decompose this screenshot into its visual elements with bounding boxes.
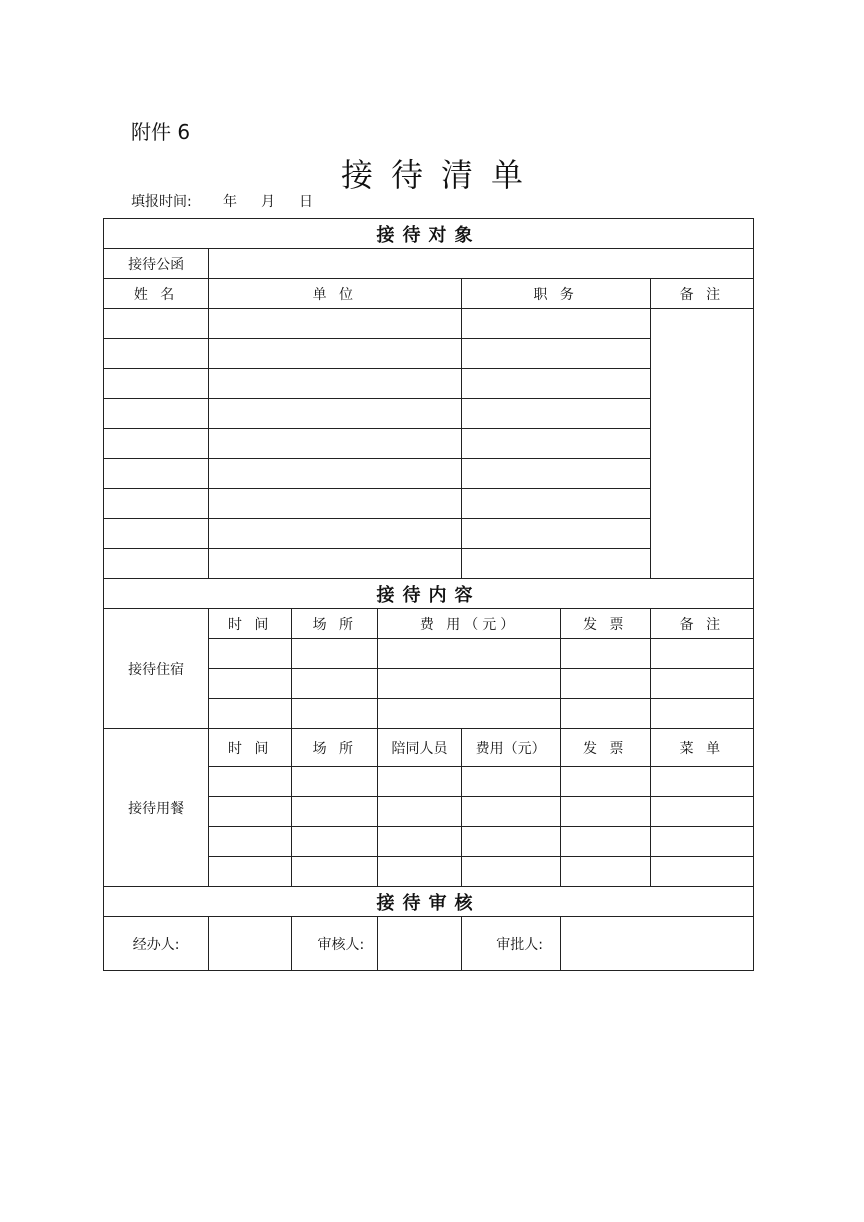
name-cell[interactable] — [104, 549, 209, 579]
lodging-col-invoice: 发 票 — [560, 609, 650, 639]
position-cell[interactable] — [461, 489, 650, 519]
cell[interactable] — [378, 827, 461, 857]
cell[interactable] — [461, 797, 560, 827]
unit-cell[interactable] — [209, 309, 461, 339]
cell[interactable] — [461, 767, 560, 797]
cell[interactable] — [378, 767, 461, 797]
attachment-label: 附件 6 — [131, 120, 191, 144]
target-section-title: 接待对象 — [104, 219, 754, 249]
review-section-title: 接待审核 — [104, 887, 754, 917]
cell[interactable] — [209, 797, 292, 827]
lodging-col-time: 时 间 — [209, 609, 292, 639]
position-cell[interactable] — [461, 549, 650, 579]
cell[interactable] — [209, 857, 292, 887]
name-cell[interactable] — [104, 399, 209, 429]
cell[interactable] — [560, 699, 650, 729]
name-cell[interactable] — [104, 489, 209, 519]
name-cell[interactable] — [104, 369, 209, 399]
position-cell[interactable] — [461, 309, 650, 339]
cell[interactable] — [378, 639, 560, 669]
cell[interactable] — [292, 767, 378, 797]
cell[interactable] — [461, 857, 560, 887]
unit-cell[interactable] — [209, 339, 461, 369]
cell[interactable] — [650, 767, 753, 797]
month-label: 月 — [261, 194, 275, 210]
cell[interactable] — [292, 827, 378, 857]
cell[interactable] — [650, 699, 753, 729]
page-title: 接待清单 — [340, 156, 541, 194]
handler-field[interactable] — [209, 917, 292, 971]
meal-col-companions: 陪同人员 — [378, 729, 461, 767]
col-position: 职 务 — [461, 279, 650, 309]
lodging-col-place: 场 所 — [292, 609, 378, 639]
cell[interactable] — [292, 639, 378, 669]
meal-col-cost: 费用（元） — [461, 729, 560, 767]
cell[interactable] — [209, 669, 292, 699]
col-remark: 备 注 — [650, 279, 753, 309]
reviewer-label: 审核人: — [292, 917, 378, 971]
cell[interactable] — [560, 797, 650, 827]
name-cell[interactable] — [104, 519, 209, 549]
approver-field[interactable] — [560, 917, 753, 971]
cell[interactable] — [650, 857, 753, 887]
cell[interactable] — [650, 797, 753, 827]
year-label: 年 — [223, 194, 237, 210]
col-name: 姓 名 — [104, 279, 209, 309]
meal-col-place: 场 所 — [292, 729, 378, 767]
day-label: 日 — [299, 194, 313, 210]
unit-cell[interactable] — [209, 429, 461, 459]
cell[interactable] — [209, 639, 292, 669]
unit-cell[interactable] — [209, 369, 461, 399]
position-cell[interactable] — [461, 399, 650, 429]
col-unit: 单 位 — [209, 279, 461, 309]
meal-col-time: 时 间 — [209, 729, 292, 767]
cell[interactable] — [378, 699, 560, 729]
cell[interactable] — [378, 797, 461, 827]
lodging-label: 接待住宿 — [104, 609, 209, 729]
target-row — [104, 309, 754, 339]
name-cell[interactable] — [104, 339, 209, 369]
position-cell[interactable] — [461, 519, 650, 549]
cell[interactable] — [560, 827, 650, 857]
content-section-title: 接待内容 — [104, 579, 754, 609]
position-cell[interactable] — [461, 369, 650, 399]
cell[interactable] — [292, 699, 378, 729]
name-cell[interactable] — [104, 309, 209, 339]
meal-label: 接待用餐 — [104, 729, 209, 887]
position-cell[interactable] — [461, 429, 650, 459]
cell[interactable] — [378, 669, 560, 699]
cell[interactable] — [292, 797, 378, 827]
reviewer-field[interactable] — [378, 917, 461, 971]
cell[interactable] — [560, 669, 650, 699]
cell[interactable] — [560, 639, 650, 669]
lodging-col-cost: 费 用（元） — [378, 609, 560, 639]
unit-cell[interactable] — [209, 519, 461, 549]
name-cell[interactable] — [104, 429, 209, 459]
fill-date-label: 填报时间: — [131, 194, 192, 210]
fill-date — [131, 191, 313, 211]
cell[interactable] — [560, 857, 650, 887]
cell[interactable] — [292, 669, 378, 699]
cell[interactable] — [292, 857, 378, 887]
name-cell[interactable] — [104, 459, 209, 489]
lodging-col-remark: 备 注 — [650, 609, 753, 639]
position-cell[interactable] — [461, 339, 650, 369]
cell[interactable] — [378, 857, 461, 887]
position-cell[interactable] — [461, 459, 650, 489]
cell[interactable] — [209, 699, 292, 729]
unit-cell[interactable] — [209, 489, 461, 519]
handler-label: 经办人: — [104, 917, 209, 971]
letter-label: 接待公函 — [104, 249, 209, 279]
cell[interactable] — [650, 669, 753, 699]
meal-col-menu: 菜 单 — [650, 729, 753, 767]
cell[interactable] — [209, 827, 292, 857]
unit-cell[interactable] — [209, 549, 461, 579]
meal-col-invoice: 发 票 — [560, 729, 650, 767]
cell[interactable] — [461, 827, 560, 857]
approver-label: 审批人: — [461, 917, 560, 971]
letter-field[interactable] — [209, 249, 754, 279]
cell[interactable] — [650, 639, 753, 669]
cell[interactable] — [650, 827, 753, 857]
unit-cell[interactable] — [209, 399, 461, 429]
unit-cell[interactable] — [209, 459, 461, 489]
remark-cell[interactable] — [650, 309, 753, 579]
cell[interactable] — [209, 767, 292, 797]
reception-form — [103, 218, 754, 971]
cell[interactable] — [560, 767, 650, 797]
